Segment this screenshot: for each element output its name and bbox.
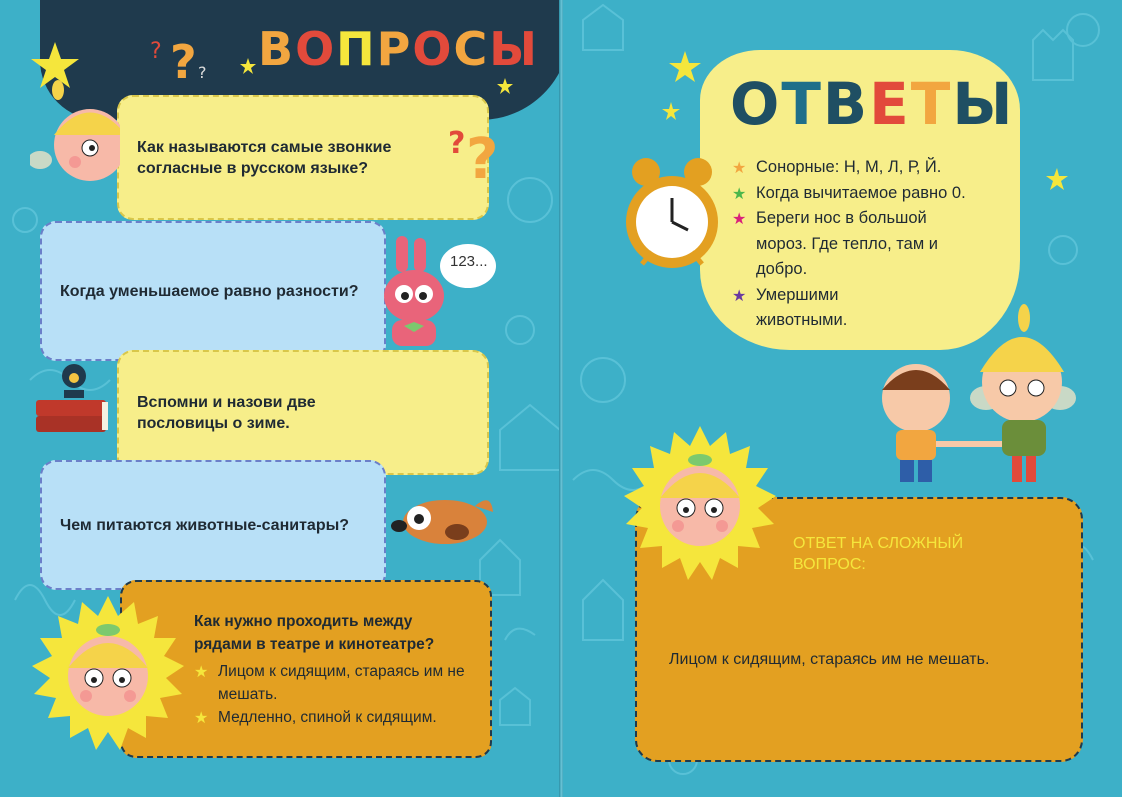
- books-icon: [32, 356, 112, 448]
- svg-text:?: ?: [466, 127, 499, 188]
- question-text: Чем питаются животные-санитары?: [60, 516, 350, 534]
- svg-text:?: ?: [198, 63, 207, 82]
- answer-text: Когда вычитаемое равно 0.: [756, 183, 966, 202]
- star-icon: ★: [732, 185, 747, 203]
- svg-text:?: ?: [170, 35, 197, 88]
- option-item: [194, 706, 488, 729]
- children-characters-icon: [874, 298, 1088, 488]
- answer-text: Умершими животными.: [756, 285, 848, 329]
- question-mark-icon: [448, 108, 508, 188]
- speech-bubble-text: 123...: [450, 253, 488, 270]
- svg-text:?: ?: [448, 126, 466, 161]
- option-text: Медленно, спиной к сидящим.: [218, 709, 437, 726]
- star-icon: ★: [732, 160, 747, 177]
- question-card-2: [40, 221, 386, 361]
- dog-character-icon: [385, 482, 495, 562]
- question-card-1: [117, 95, 489, 220]
- answers-title: ОТВЕТЫ: [730, 70, 1015, 138]
- hard-question-text: Как нужно проходить между рядами в театре и кинотеатре?: [194, 613, 435, 653]
- answer-text: Береги нос в большой мороз. Где тепло, там и добро.: [756, 209, 938, 278]
- star-icon: [497, 78, 513, 94]
- star-icon: [668, 50, 702, 84]
- girl-character-icon: [30, 80, 120, 200]
- answer-text: Сонорные: Н, М, Л, Р, Й.: [756, 158, 942, 176]
- question-text: Вспомни и назови две пословицы о зиме.: [137, 393, 316, 432]
- answer-item: [732, 206, 976, 283]
- hard-answer-heading: ОТВЕТ НА СЛОЖНЫЙ ВОПРОС:: [793, 535, 964, 573]
- hard-question-options: [194, 660, 488, 729]
- star-icon: ★: [732, 211, 747, 228]
- option-text: Лицом к сидящим, стараясь им не мешать.: [218, 663, 465, 703]
- sun-badge-icon: [28, 596, 188, 756]
- option-item: [194, 660, 488, 706]
- question-mark-icon: [150, 28, 220, 88]
- star-icon: ★: [732, 287, 747, 305]
- answer-item: [732, 155, 1002, 181]
- hard-answer-text: Лицом к сидящим, стараясь им не мешать.: [669, 651, 990, 668]
- answer-item: [732, 181, 1002, 207]
- question-card-3: [117, 350, 489, 475]
- star-icon: ★: [194, 664, 209, 681]
- star-icon: [240, 58, 256, 74]
- svg-text:?: ?: [150, 39, 162, 64]
- answer-item: [732, 283, 896, 334]
- sun-badge-icon: [620, 426, 780, 586]
- question-card-4: [40, 460, 386, 590]
- alarm-clock-icon: [616, 152, 726, 276]
- star-icon: ★: [194, 710, 209, 727]
- page-title: ВОПРОСЫ: [258, 22, 539, 76]
- question-text: Как называются самые звонкие согласные в русском языке?: [137, 138, 392, 177]
- star-icon: [662, 102, 680, 120]
- star-icon: [1046, 168, 1068, 190]
- question-text: Когда уменьшаемое равно разности?: [60, 282, 359, 300]
